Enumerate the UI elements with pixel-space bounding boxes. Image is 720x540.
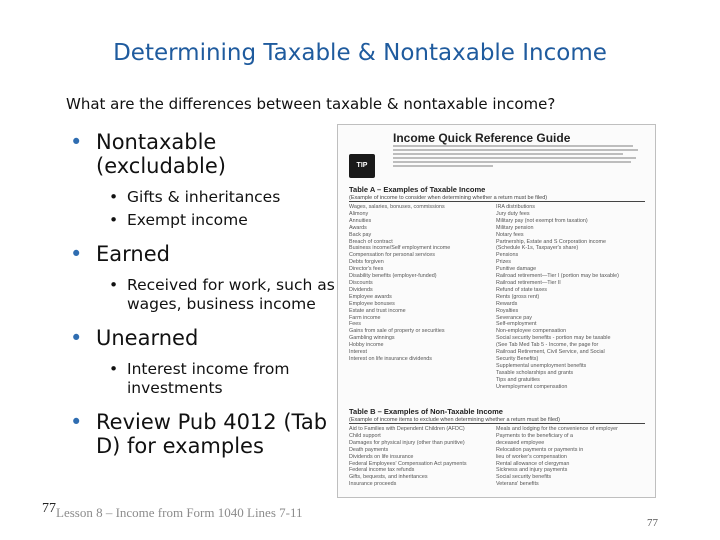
bullet-icon: • xyxy=(70,242,83,266)
bullet-list xyxy=(66,130,336,470)
table-b-title: Table B – Examples of Non-Taxable Income xyxy=(349,407,503,416)
tip-icon: TIP xyxy=(349,154,375,178)
sub-bullet-text: Gifts & inheritances xyxy=(127,188,281,206)
reference-title: Income Quick Reference Guide xyxy=(393,131,571,145)
bullet-group-review xyxy=(66,410,336,458)
table-a-subtitle: (Example of income to consider when determining whether a return must be filed) xyxy=(349,195,645,202)
sub-bullet-text: Interest income from investments xyxy=(127,360,290,397)
bullet-text: Unearned xyxy=(96,326,199,350)
table-b-right-column: Meals and lodging for the convenience of employer Payments to the beneficiary of a deceased employee Relocation payments or payments in lieu of worker's compensation Rental allowance of clergyman Sickness and injury payments Social security benefits Veterans' benefits xyxy=(496,426,618,488)
table-a-title: Table A – Examples of Taxable Income xyxy=(349,185,486,194)
bullet-text: Nontaxable (excludable) xyxy=(96,130,226,178)
bullet-icon: • xyxy=(70,326,83,350)
bullet-icon: • xyxy=(109,276,119,294)
bullet-icon: • xyxy=(70,410,83,434)
page-number: 77 xyxy=(647,517,658,529)
footer-lesson-text: Lesson 8 – Income from Form 1040 Lines 7-11 xyxy=(56,505,303,520)
bullet-icon: • xyxy=(109,188,119,206)
footer-lesson-number: 77 xyxy=(42,501,56,516)
sub-bullet-text: Exempt income xyxy=(127,211,248,229)
bullet-icon: • xyxy=(109,360,119,378)
table-b-left-column: Aid to Families with Dependent Children (AFDC) Child support Damages for physical injury (other than punitive) Death payments Dividends on life insurance Federal Employees' Compensation Act payments Federal income tax refunds Gifts, bequests, and inheritances Insurance proceeds xyxy=(349,426,467,488)
bullet-icon: • xyxy=(109,211,119,229)
bullet-group-nontaxable xyxy=(66,130,336,230)
slide-subtitle: What are the differences between taxable & nontaxable income? xyxy=(66,95,556,113)
slide-title: Determining Taxable & Nontaxable Income xyxy=(113,40,607,66)
table-a-left-column: Wages, salaries, bonuses, commissions Alimony Annuities Awards Back pay Breach of contract Business income/Self employment income Compensation for personal services Debts forgiven Director's fees Disability benefits (employer-funded) Discounts Dividends Employee awards Employee bonuses Estate and trust income Farm income Fees Gains from sale of property or securities Gambling winnings Hobby income Interest Interest on life insurance dividends xyxy=(349,204,451,362)
bullet-text: Review Pub 4012 (Tab D) for examples xyxy=(96,410,328,458)
table-a-right-column: IRA distributions Jury duty fees Military pay (not exempt from taxation) Military pension Notary fees Partnership, Estate and S Corporation income (Schedule K-1s, Taxpayer's share) Pensions Prizes Punitive damage Railroad retirement—Tier I (portion may be taxable) Railroad retirement—Tier II Refund of state taxes Rents (gross rent) Rewards Royalties Severance pay Self-employment Non-employee compensation Social security benefits - portion may be taxable (See Tab Med Tab 5 - Income, the page for Railroad Retirement, Civil Service, and Social Security Benefits) Supplemental unemployment benefits Taxable scholarships and grants Tips and gratuities Unemployment compensation xyxy=(496,204,619,390)
income-quick-reference-image xyxy=(337,124,656,498)
reference-intro-text xyxy=(393,145,643,183)
footer-lesson xyxy=(42,501,303,522)
bullet-group-earned xyxy=(66,242,336,314)
sub-bullet-text: Received for work, such as wages, business income xyxy=(127,276,335,313)
table-b-subtitle: (Example of income items to exclude when determining whether a return must be filed) xyxy=(349,417,645,424)
bullet-text: Earned xyxy=(96,242,170,266)
bullet-group-unearned xyxy=(66,326,336,398)
bullet-icon: • xyxy=(70,130,83,154)
